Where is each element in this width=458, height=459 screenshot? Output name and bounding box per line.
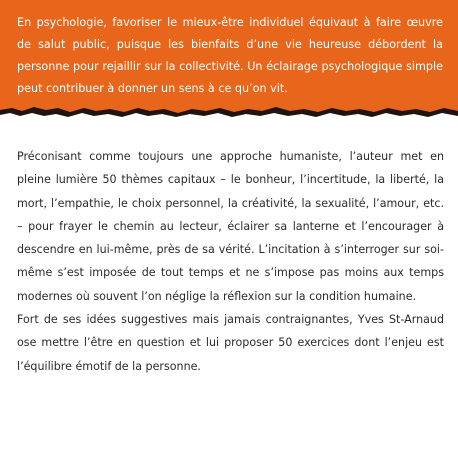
torn-paper-edge	[0, 96, 458, 136]
intro-text: En psychologie, favoriser le mieux-être individuel équivaut à faire œuvre de salut public, puisque les bienfaits d’une vie heureuse débordent la personne pour rejaillir sur la collectivité. Un éclairage psychologique simple peut contribuer à donner un sens à ce qu’on vit.	[17, 16, 443, 95]
description-body	[17, 145, 444, 378]
description-paragraph-1: Préconisant comme toujours une approche humaniste, l’auteur met en pleine lumière 50 thèmes capitaux – le bonheur, l’incertitude, la liberté, la mort, l’empathie, le choix personnel, la créativité, la sexualité, l’amour, etc. – pour frayer le chemin au lecteur, éclairer sa lanterne et l’encourager à descendre en lui-même, près de sa vérité. L’incitation à s’interroger sur soi-même s’est imposée de tout temps et ne s’impose pas moins aux temps modernes où souvent l’on néglige la réflexion sur la condition humaine.	[17, 150, 444, 303]
description-paragraph-2: Fort de ses idées suggestives mais jamais contraignantes, Yves St-Arnaud ose mettre l’être en question et lui proposer 50 exercices dont l’enjeu est l’équilibre émotif de la personne.	[17, 313, 444, 373]
